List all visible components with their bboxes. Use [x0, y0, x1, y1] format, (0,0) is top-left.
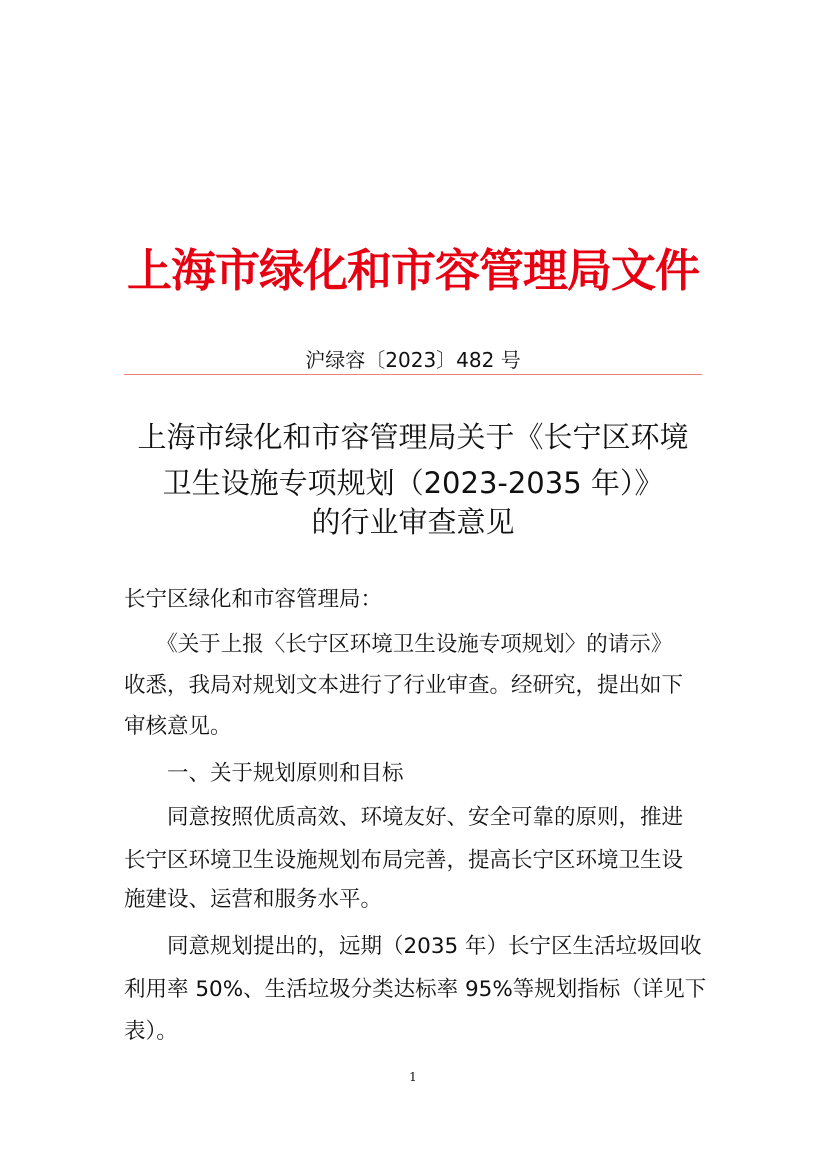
- page-number: 1: [409, 1070, 417, 1084]
- body-line: 长宁区环境卫生设施规划布局完善，提高长宁区环境卫生设: [124, 848, 684, 873]
- section-heading: 一、关于规划原则和目标: [124, 761, 404, 786]
- body-line: 审核意见。: [124, 714, 232, 739]
- headline-line-1: 上海市绿化和市容管理局关于《长宁区环境: [137, 420, 689, 454]
- body-line: 同意按照优质高效、环境友好、安全可靠的原则，推进: [124, 805, 684, 830]
- salutation: 长宁区绿化和市容管理局：: [124, 587, 383, 612]
- document-issuer-header: 上海市绿化和市容管理局文件: [126, 244, 699, 297]
- headline-line-2: 卫生设施专项规划（2023-2035 年）》: [162, 466, 664, 500]
- body-line: 收悉，我局对规划文本进行了行业审查。经研究，提出如下: [124, 673, 684, 698]
- body-line: 同意规划提出的，远期（2035 年）长宁区生活垃圾回收: [124, 934, 702, 959]
- body-line: 表）。: [124, 1019, 178, 1044]
- body-line: 施建设、运营和服务水平。: [124, 887, 383, 912]
- document-number: 沪绿容〔2023〕482 号: [305, 348, 521, 372]
- headline-line-3: 的行业审查意见: [311, 505, 515, 539]
- red-divider: [124, 374, 702, 375]
- body-line: 利用率 50%、生活垃圾分类达标率 95%等规划指标（详见下: [124, 977, 707, 1002]
- body-line: 《关于上报〈长宁区环境卫生设施专项规划〉的请示》: [124, 632, 673, 657]
